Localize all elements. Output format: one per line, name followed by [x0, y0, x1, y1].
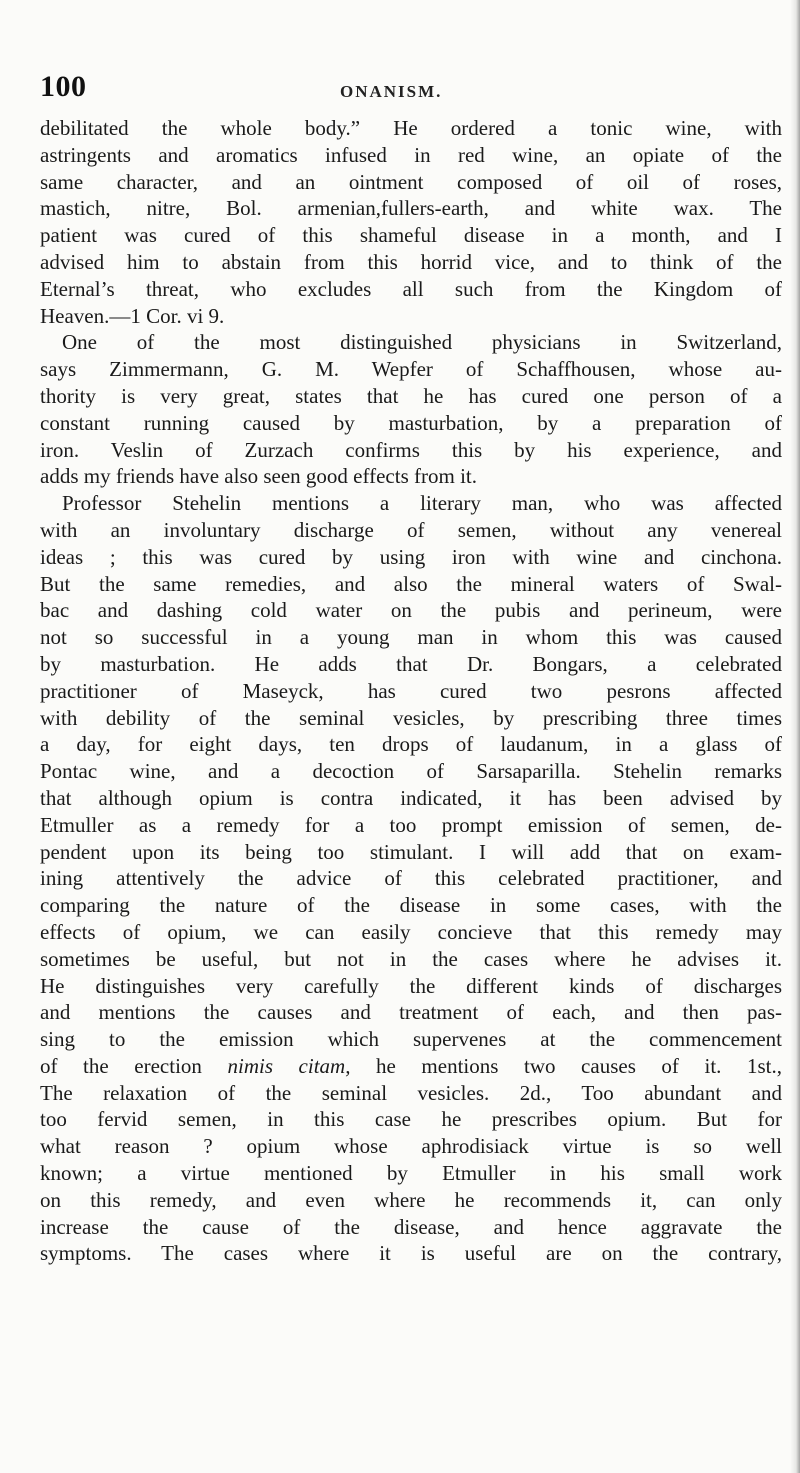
- text-line-segment: of the erection: [40, 1053, 228, 1078]
- text-line: sometimes be useful, but not in the cases where he advises it.: [40, 946, 782, 971]
- text-line: Etmuller as a remedy for a too prompt emission of semen, de-: [40, 812, 782, 837]
- text-line: ideas ; this was cured by using iron with wine and cinchona.: [40, 544, 782, 569]
- text-line: ining attentively the advice of this celebrated practitioner, and: [40, 866, 782, 891]
- body-text: [40, 115, 782, 1267]
- text-line: that although opium is contra indicated, it has been advised by: [40, 785, 782, 810]
- text-line: with debility of the seminal vesicles, by prescribing three times: [40, 705, 782, 730]
- text-line: iron. Veslin of Zurzach confirms this by his experience, and: [40, 437, 782, 462]
- text-line-segment: he mentions two causes of it. 1st.,: [350, 1053, 782, 1078]
- text-line: [40, 1053, 782, 1080]
- text-line: But the same remedies, and also the mineral waters of Swal-: [40, 571, 782, 596]
- text-line: mastich, nitre, Bol. armenian,fullers-earth, and white wax. The: [40, 196, 782, 221]
- text-line: with an involuntary discharge of semen, without any venereal: [40, 517, 782, 542]
- text-line: He distinguishes very carefully the different kinds of discharges: [40, 973, 782, 998]
- text-line: pendent upon its being too stimulant. I will add that on exam-: [40, 839, 782, 864]
- text-line: Professor Stehelin mentions a literary man, who was affected: [62, 491, 782, 516]
- text-line: increase the cause of the disease, and hence aggravate the: [40, 1214, 782, 1239]
- text-line: advised him to abstain from this horrid vice, and to think of the: [40, 249, 782, 274]
- text-line: symptoms. The cases where it is useful are on the contrary,: [40, 1241, 782, 1266]
- text-line: patient was cured of this shameful disease in a month, and I: [40, 223, 782, 248]
- text-line: adds my friends have also seen good effects from it.: [40, 464, 477, 489]
- page-number: 100: [40, 70, 87, 103]
- text-line: constant running caused by masturbation, by a preparation of: [40, 410, 782, 435]
- text-line: a day, for eight days, ten drops of laudanum, in a glass of: [40, 732, 782, 757]
- text-line: sing to the emission which supervenes at the commencement: [40, 1027, 782, 1052]
- text-line: and mentions the causes and treatment of each, and then pas-: [40, 1000, 782, 1025]
- text-line: debilitated the whole body.” He ordered a tonic wine, with: [40, 116, 782, 140]
- text-line: thority is very great, states that he has cured one person of a: [40, 383, 782, 408]
- text-line: too fervid semen, in this case he prescribes opium. But for: [40, 1107, 782, 1132]
- text-line: One of the most distinguished physicians in Switzerland,: [62, 330, 782, 355]
- text-line: not so successful in a young man in whom this was caused: [40, 625, 782, 650]
- text-line: on this remedy, and even where he recommends it, can only: [40, 1187, 782, 1212]
- text-line: The relaxation of the seminal vesicles. 2d., Too abundant and: [40, 1080, 782, 1105]
- text-line: Pontac wine, and a decoction of Sarsaparilla. Stehelin remarks: [40, 759, 782, 784]
- text-line: known; a virtue mentioned by Etmuller in his small work: [40, 1161, 782, 1186]
- text-line: Heaven.—1 Cor. vi 9.: [40, 303, 225, 328]
- text-line: by masturbation. He adds that Dr. Bongars, a celebrated: [40, 651, 782, 676]
- page-header: [40, 70, 780, 106]
- page-edge-shadow: [790, 0, 800, 1473]
- text-line: Eternal’s threat, who excludes all such from the Kingdom of: [40, 276, 782, 301]
- text-line: bac and dashing cold water on the pubis and perineum, were: [40, 598, 782, 623]
- text-line: effects of opium, we can easily concieve that this remedy may: [40, 919, 782, 944]
- text-line: says Zimmermann, G. M. Wepfer of Schaffhousen, whose au-: [40, 357, 782, 382]
- text-line: comparing the nature of the disease in some cases, with the: [40, 893, 782, 918]
- italic-phrase: nimis citam,: [227, 1053, 351, 1078]
- text-line: what reason ? opium whose aphrodisiack virtue is so well: [40, 1134, 782, 1159]
- text-line: practitioner of Maseyck, has cured two pesrons affected: [40, 678, 782, 703]
- running-title: ONANISM.: [340, 82, 443, 101]
- text-line: same character, and an ointment composed of oil of roses,: [40, 169, 782, 194]
- text-line: astringents and aromatics infused in red wine, an opiate of the: [40, 142, 782, 167]
